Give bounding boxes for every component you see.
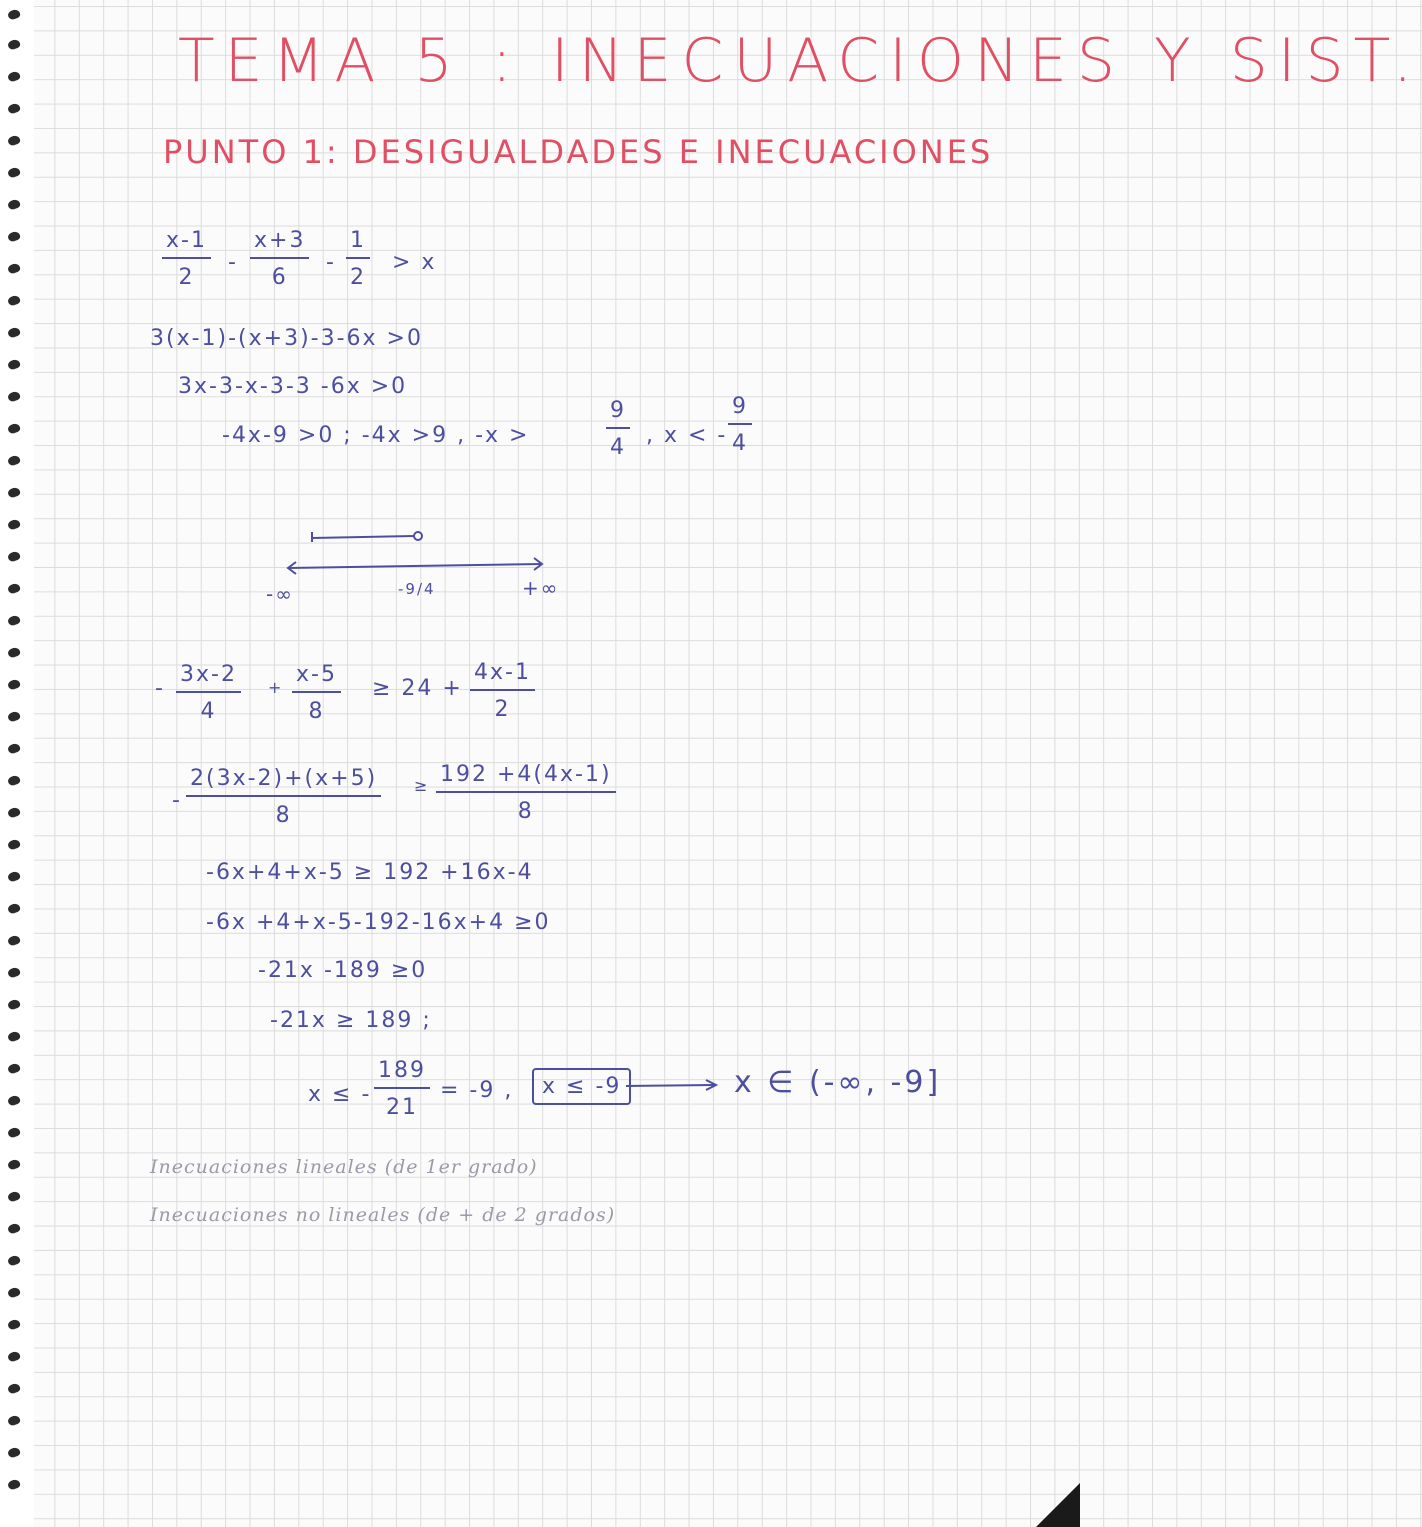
binding-ring: [7, 198, 21, 211]
binding-ring: [7, 38, 21, 51]
fraction-denominator: 4: [200, 699, 217, 724]
operator: -: [326, 250, 336, 275]
binding-ring: [7, 454, 21, 467]
open-endpoint: [414, 532, 422, 540]
operator: -: [228, 250, 238, 275]
operator: ≥: [414, 776, 430, 795]
fraction: [162, 228, 211, 290]
binding-ring: [7, 262, 21, 275]
binding-ring: [7, 550, 21, 563]
fraction-numerator: x-1: [162, 228, 211, 259]
spiral-binding: [0, 0, 34, 1527]
equation-step: x ≤ -: [308, 1082, 372, 1107]
point-label: -9/4: [398, 580, 436, 598]
binding-ring: [7, 806, 21, 819]
binding-ring: [7, 1126, 21, 1139]
equation-step: -4x-9 >0 ; -4x >9 , -x >: [222, 423, 530, 448]
fraction-numerator: 189: [374, 1058, 430, 1089]
binding-ring: [7, 1478, 21, 1491]
axis-line: [288, 564, 542, 568]
solution-interval: x ∈ (-∞, -9]: [734, 1065, 942, 1100]
fraction-denominator: 8: [275, 803, 292, 828]
page-corner-shadow: [1036, 1483, 1080, 1527]
fraction-numerator: 3x-2: [176, 662, 241, 693]
binding-ring: [7, 1094, 21, 1107]
operator: +: [268, 678, 284, 697]
equation-step: -6x +4+x-5-192-16x+4 ≥0: [206, 910, 551, 935]
equation-step: , x < -: [646, 423, 728, 448]
fraction-denominator: 2: [178, 265, 195, 290]
binding-ring: [7, 1190, 21, 1203]
binding-ring: [7, 1318, 21, 1331]
pencil-note: Inecuaciones no lineales (de + de 2 grados): [150, 1204, 616, 1226]
binding-ring: [7, 742, 21, 755]
fraction-denominator: 4: [732, 431, 748, 456]
fraction-numerator: x+3: [250, 228, 309, 259]
fraction-numerator: x-5: [292, 662, 341, 693]
fraction-denominator: 21: [386, 1095, 418, 1120]
arrow: [626, 1078, 726, 1094]
operator: -: [155, 676, 165, 701]
fraction: [374, 1058, 430, 1120]
binding-ring: [7, 1158, 21, 1171]
binding-ring: [7, 678, 21, 691]
page-title: TEMA 5 : INECUACIONES Y SIST.: [178, 26, 1422, 96]
fraction: [436, 762, 616, 824]
binding-ring: [7, 774, 21, 787]
fraction-numerator: 4x-1: [470, 660, 535, 691]
binding-ring: [7, 1382, 21, 1395]
fraction: [470, 660, 535, 722]
operator: -: [172, 788, 182, 813]
fraction-numerator: 2(3x-2)+(x+5): [186, 766, 381, 797]
binding-ring: [7, 294, 21, 307]
binding-ring: [7, 1062, 21, 1075]
fraction-numerator: 1: [346, 228, 370, 259]
binding-ring: [7, 1446, 21, 1459]
fraction-numerator: 9: [606, 398, 630, 429]
number-line: [280, 528, 560, 578]
boxed-solution: x ≤ -9: [532, 1068, 631, 1105]
section-heading: PUNTO 1: DESIGUALDADES E INECUACIONES: [163, 133, 994, 171]
pencil-note: Inecuaciones lineales (de 1er grado): [150, 1156, 538, 1178]
equation-step: -21x ≥ 189 ;: [270, 1008, 432, 1033]
equation-step: -21x -189 ≥0: [258, 958, 428, 983]
fraction: [728, 394, 752, 456]
pos-infinity-label: +∞: [522, 576, 560, 600]
binding-ring: [7, 1414, 21, 1427]
fraction: [346, 228, 370, 290]
binding-ring: [7, 134, 21, 147]
fraction: [606, 398, 630, 460]
binding-ring: [7, 230, 21, 243]
binding-ring: [7, 70, 21, 83]
inequality-rhs: ≥ 24 +: [372, 676, 463, 701]
solution-ray: [312, 536, 414, 538]
binding-ring: [7, 646, 21, 659]
fraction-denominator: 8: [517, 799, 534, 824]
binding-ring: [7, 358, 21, 371]
binding-ring: [7, 518, 21, 531]
binding-ring: [7, 486, 21, 499]
binding-ring: [7, 102, 21, 115]
binding-ring: [7, 326, 21, 339]
binding-ring: [7, 1254, 21, 1267]
equation-step: 3x-3-x-3-3 -6x >0: [178, 374, 408, 399]
equation-step: -6x+4+x-5 ≥ 192 +16x-4: [206, 860, 534, 885]
fraction-numerator: 9: [728, 394, 752, 425]
binding-ring: [7, 1286, 21, 1299]
fraction-denominator: 8: [308, 699, 325, 724]
inequality-rhs: > x: [392, 250, 437, 275]
binding-ring: [7, 710, 21, 723]
binding-ring: [7, 390, 21, 403]
binding-ring: [7, 1030, 21, 1043]
binding-ring: [7, 1350, 21, 1363]
binding-ring: [7, 1222, 21, 1235]
binding-ring: [7, 166, 21, 179]
fraction: [176, 662, 241, 724]
fraction-denominator: 2: [494, 697, 511, 722]
binding-ring: [7, 902, 21, 915]
binding-ring: [7, 998, 21, 1011]
equation-step: = -9 ,: [440, 1078, 514, 1103]
fraction: [186, 766, 381, 828]
binding-ring: [7, 582, 21, 595]
fraction: [292, 662, 341, 724]
binding-ring: [7, 422, 21, 435]
binding-ring: [7, 838, 21, 851]
binding-ring: [7, 614, 21, 627]
fraction-denominator: 4: [610, 435, 626, 460]
arrow-shaft: [626, 1085, 714, 1086]
fraction-numerator: 192 +4(4x-1): [436, 762, 616, 793]
fraction-denominator: 2: [350, 265, 366, 290]
binding-ring: [7, 934, 21, 947]
fraction-denominator: 6: [271, 265, 288, 290]
neg-infinity-label: -∞: [266, 582, 294, 606]
fraction: [250, 228, 309, 290]
binding-ring: [7, 966, 21, 979]
binding-ring: [7, 870, 21, 883]
equation-step: 3(x-1)-(x+3)-3-6x >0: [150, 326, 423, 351]
binding-ring: [7, 8, 21, 21]
